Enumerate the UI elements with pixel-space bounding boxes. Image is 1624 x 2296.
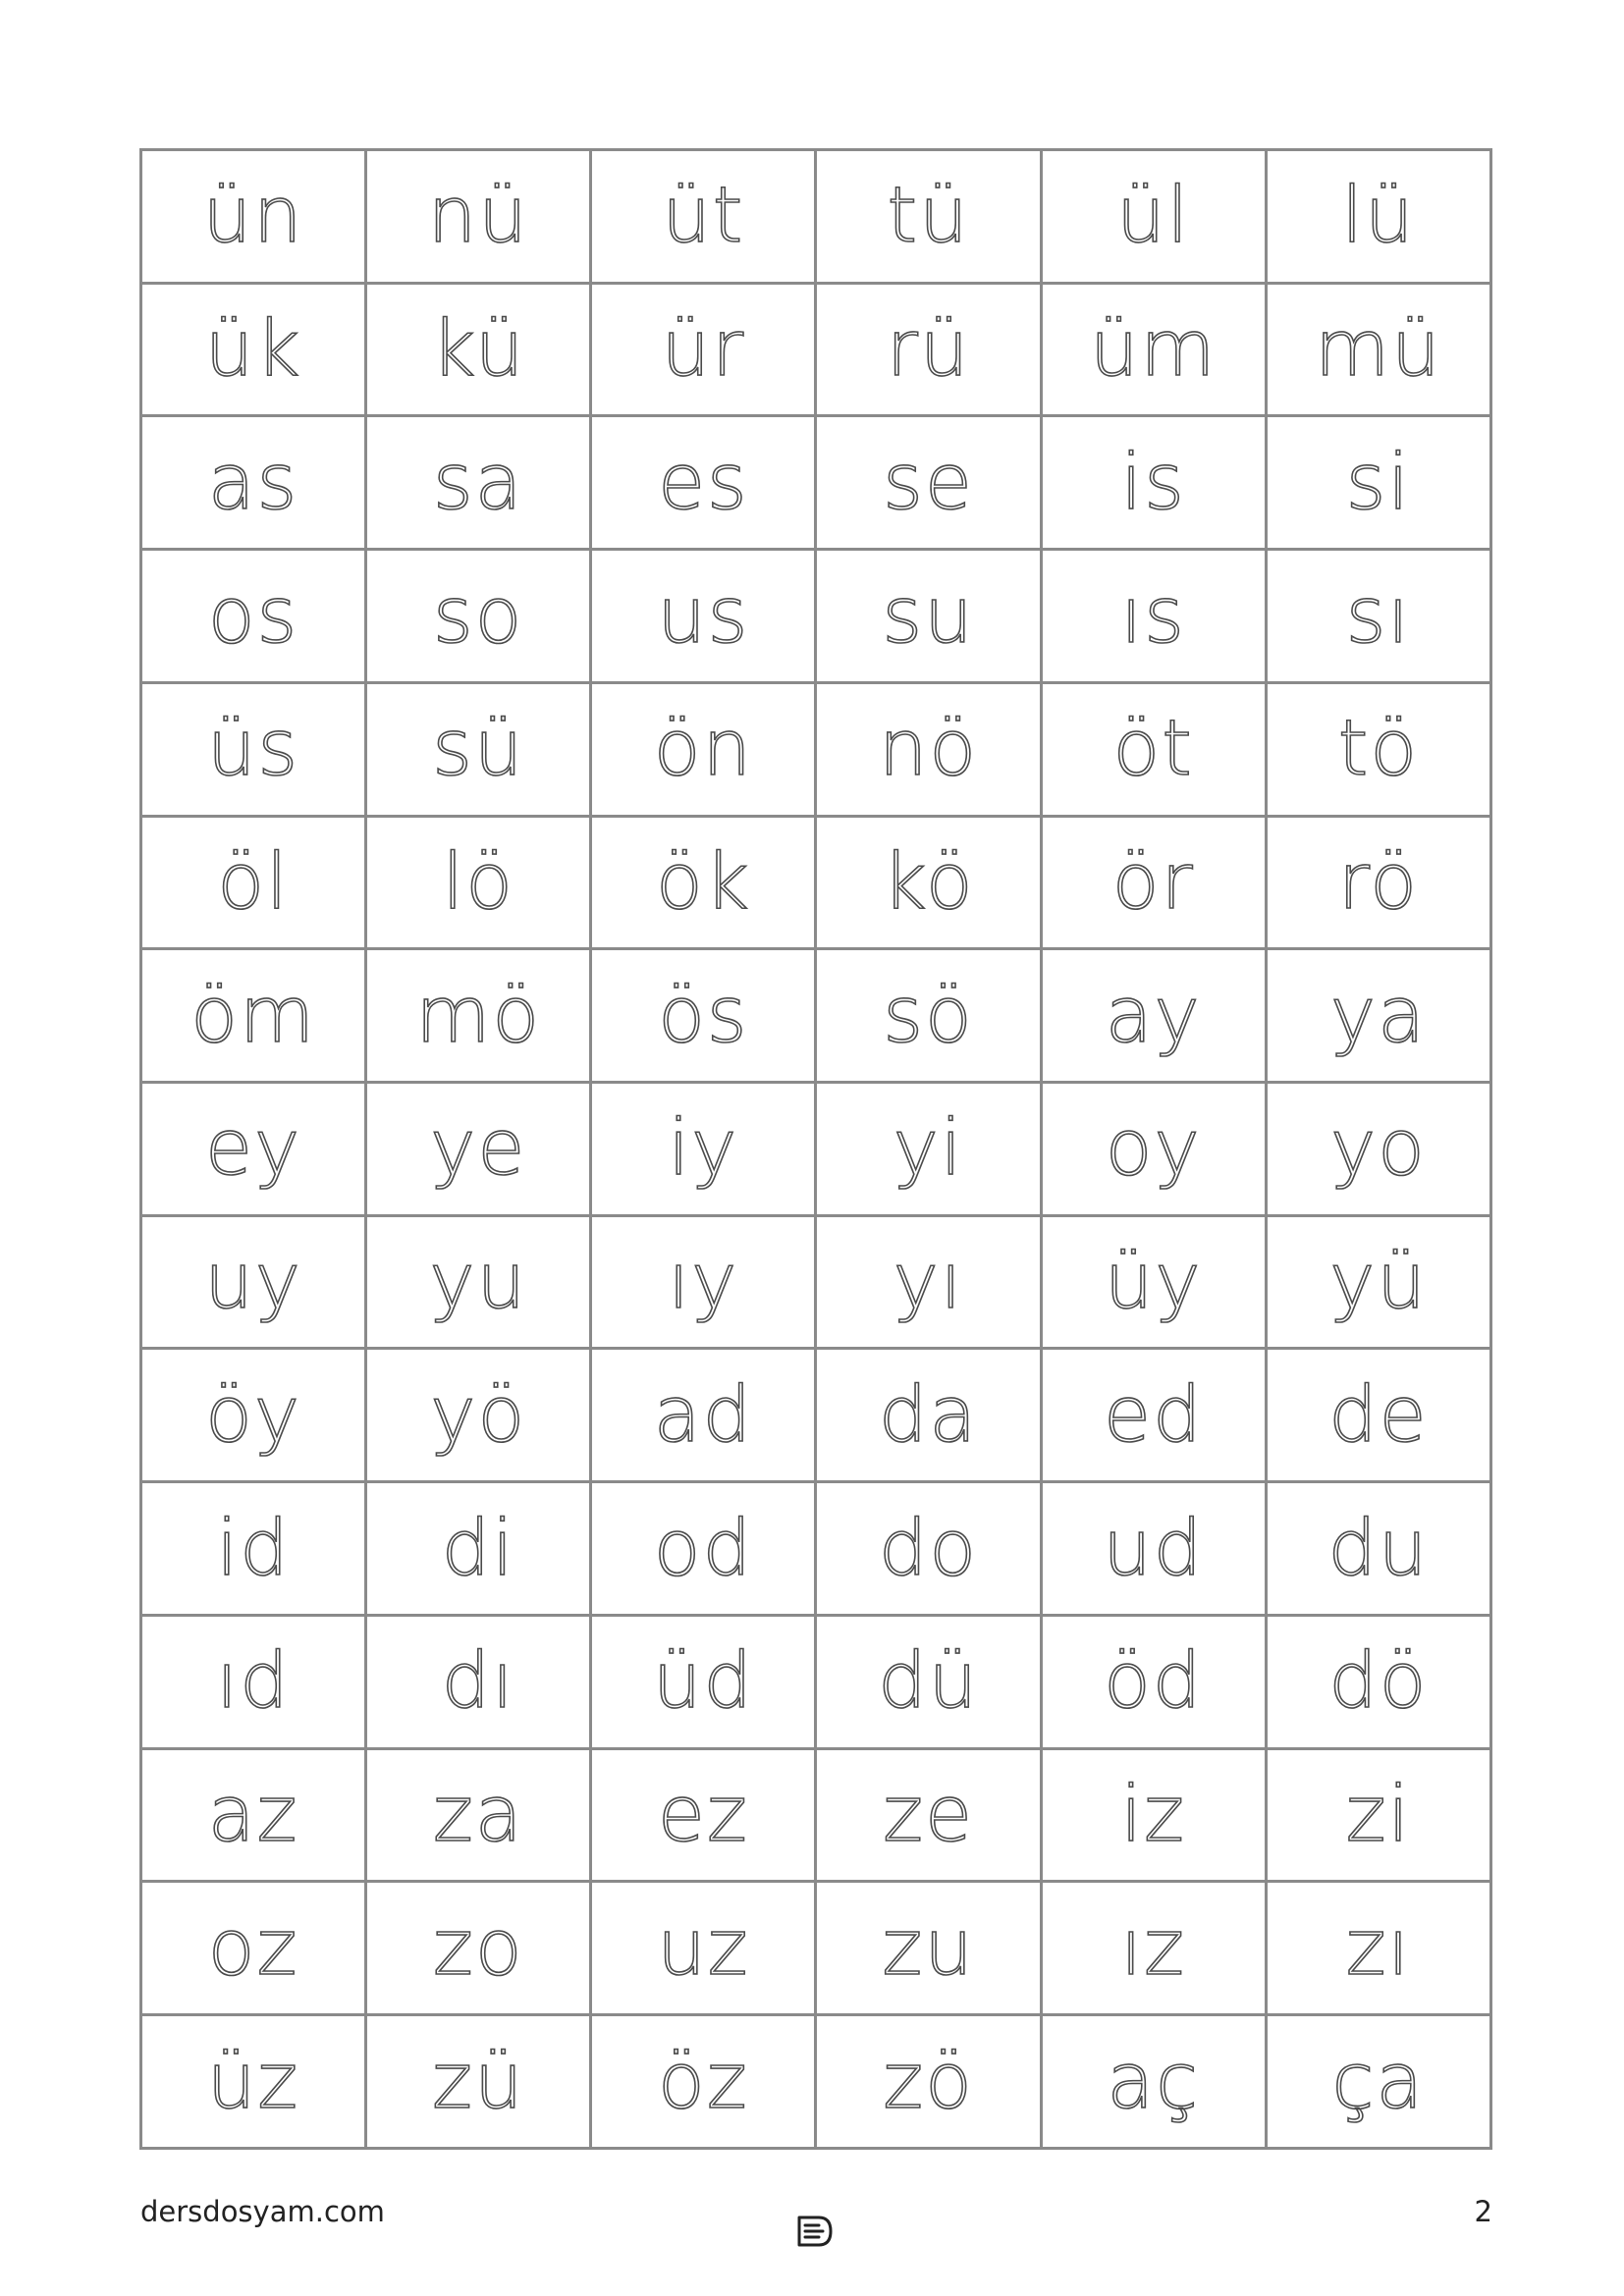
syllable-text: zü [432,2037,525,2126]
syllable-text: ük [204,305,302,395]
grid-cell [366,1882,591,2015]
grid-cell [1266,1083,1490,1216]
syllable-text: yö [430,1370,527,1460]
grid-cell [591,1615,816,1748]
syllable-text: sı [1345,571,1412,661]
syllable-text: aç [1107,2037,1201,2126]
syllable-text: da [878,1370,979,1460]
grid-row [141,1748,1491,1882]
syllable-text: ud [1103,1504,1205,1593]
grid-cell [1266,682,1490,816]
grid-cell [1041,1615,1266,1748]
grid-row [141,416,1491,550]
syllable-text: az [207,1770,299,1859]
grid-cell [816,1882,1041,2015]
grid-cell [1266,150,1490,284]
grid-cell [141,816,366,949]
grid-cell [816,1615,1041,1748]
syllable-text: di [441,1504,515,1593]
grid-cell [591,283,816,416]
grid-cell [816,949,1041,1083]
grid-cell [366,550,591,683]
grid-cell [366,2015,591,2149]
syllable-text: ad [653,1370,754,1460]
grid-row [141,1882,1491,2015]
grid-cell [141,1215,366,1349]
grid-cell [141,1349,366,1482]
syllable-text: od [653,1504,753,1593]
grid-cell [591,949,816,1083]
syllable-text: ay [1105,971,1202,1060]
grid-cell [816,816,1041,949]
syllable-text: yü [1329,1238,1428,1327]
grid-cell [1041,949,1266,1083]
syllable-text: öt [1112,705,1194,794]
syllable-text: oz [207,1903,299,1993]
syllable-text: öy [205,1370,302,1460]
syllable-text: uz [657,1903,750,1993]
grid-cell [591,1083,816,1216]
syllable-text: üs [207,705,300,794]
grid-cell [366,283,591,416]
grid-cell [1041,550,1266,683]
syllable-text: ya [1329,971,1427,1060]
grid-cell [1266,1882,1490,2015]
syllable-text: ön [653,705,753,794]
syllable-text: ey [205,1104,302,1194]
grid-cell [366,1748,591,1882]
grid-cell [1266,949,1490,1083]
syllable-text: ün [202,172,304,261]
syllable-text: lü [1341,172,1416,261]
grid-cell [141,1882,366,2015]
syllable-text: ıs [1120,571,1186,661]
syllable-text: yu [429,1238,528,1327]
grid-cell [1041,283,1266,416]
syllable-text: ül [1116,172,1191,261]
syllable-text: uy [204,1238,302,1327]
grid-row [141,550,1491,683]
syllable-text: si [1345,438,1412,527]
syllable-text: rü [886,305,971,395]
syllable-text: ız [1120,1903,1187,1993]
grid-row [141,1349,1491,1482]
syllable-text: üt [662,172,745,261]
grid-cell [816,416,1041,550]
syllable-text: za [432,1770,524,1859]
syllable-text: ür [661,305,746,395]
syllable-text: öm [190,971,316,1060]
syllable-text: üm [1089,305,1218,395]
syllable-text: öd [1104,1637,1204,1727]
syllable-text: us [657,571,750,661]
syllable-text: do [878,1504,979,1593]
syllable-text: ed [1103,1370,1204,1460]
grid-cell [1266,1615,1490,1748]
syllable-text: dü [878,1637,980,1727]
grid-cell [141,1482,366,1616]
grid-cell [1041,1349,1266,1482]
grid-cell [591,816,816,949]
grid-cell [366,416,591,550]
grid-cell [816,1083,1041,1216]
syllable-text: üy [1104,1238,1203,1327]
grid-body [141,150,1491,2149]
grid-cell [591,1349,816,1482]
grid-cell [1041,416,1266,550]
grid-cell [816,1482,1041,1616]
syllable-text: lö [442,837,514,927]
grid-cell [366,1615,591,1748]
grid-cell [591,150,816,284]
grid-cell [1266,1349,1490,1482]
grid-row [141,949,1491,1083]
syllable-text: ıy [668,1238,739,1327]
syllable-text: mö [415,971,542,1060]
grid-cell [141,416,366,550]
grid-cell [141,1083,366,1216]
syllable-text: ye [430,1104,527,1194]
syllable-text: iy [668,1104,739,1194]
grid-cell [816,2015,1041,2149]
syllable-text: os [207,571,299,661]
syllable-text: zı [1345,1903,1412,1993]
grid-cell [1266,416,1490,550]
grid-cell [1266,550,1490,683]
syllable-tracing-grid [139,148,1492,2150]
grid-cell [591,1482,816,1616]
grid-cell [1266,283,1490,416]
grid-cell [141,949,366,1083]
syllable-text: dö [1328,1637,1429,1727]
grid-cell [591,1882,816,2015]
syllable-text: öl [217,837,290,927]
syllable-text: ök [655,837,751,927]
grid-cell [141,1615,366,1748]
grid-cell [366,1215,591,1349]
syllable-text: ze [883,1770,975,1859]
grid-cell [816,1349,1041,1482]
grid-row [141,682,1491,816]
grid-cell [1041,2015,1266,2149]
grid-cell [816,1748,1041,1882]
grid-cell [366,1083,591,1216]
grid-cell [366,949,591,1083]
grid-cell [1041,682,1266,816]
grid-cell [1266,1482,1490,1616]
syllable-text: du [1327,1504,1430,1593]
syllable-text: üz [206,2037,300,2126]
syllable-text: yı [893,1238,964,1327]
syllable-text: zi [1345,1770,1412,1859]
syllable-text: su [882,571,975,661]
grid-row [141,150,1491,284]
grid-cell [141,682,366,816]
grid-cell [591,1748,816,1882]
syllable-text: sö [883,971,974,1060]
syllable-text: se [883,438,974,527]
syllable-text: is [1120,438,1186,527]
syllable-text: de [1328,1370,1429,1460]
page-number: 2 [1474,2195,1492,2228]
grid-row [141,1615,1491,1748]
grid-cell [1266,816,1490,949]
grid-cell [1041,150,1266,284]
syllable-text: oy [1105,1104,1202,1194]
grid-cell [816,1215,1041,1349]
syllable-text: id [216,1504,291,1593]
syllable-text: ça [1331,2037,1426,2126]
grid-cell [366,816,591,949]
grid-cell [1041,1882,1266,2015]
grid-cell [1041,816,1266,949]
grid-cell [1266,2015,1490,2149]
grid-row [141,1083,1491,1216]
grid-cell [366,1482,591,1616]
syllable-text: zö [883,2037,974,2126]
grid-cell [816,283,1041,416]
syllable-text: as [207,438,299,527]
syllable-text: tü [887,172,970,261]
grid-cell [591,2015,816,2149]
syllable-text: nü [427,172,529,261]
grid-cell [141,550,366,683]
grid-row [141,283,1491,416]
syllable-text: yo [1329,1104,1427,1194]
grid-cell [1041,1215,1266,1349]
grid-row [141,816,1491,949]
grid-row [141,2015,1491,2149]
syllable-text: rö [1337,837,1419,927]
grid-cell [1266,1748,1490,1882]
grid-cell [591,682,816,816]
syllable-text: sa [433,438,524,527]
syllable-text: iz [1120,1770,1187,1859]
syllable-text: tö [1337,705,1420,794]
grid-cell [816,150,1041,284]
syllable-text: yi [893,1104,964,1194]
grid-row [141,1482,1491,1616]
grid-cell [1041,1482,1266,1616]
grid-cell [591,416,816,550]
grid-cell [366,682,591,816]
grid-cell [1041,1083,1266,1216]
syllable-text: kü [431,305,526,395]
grid-cell [141,2015,366,2149]
grid-cell [1266,1215,1490,1349]
grid-cell [591,1215,816,1349]
syllable-text: es [658,438,749,527]
syllable-text: ör [1111,837,1195,927]
syllable-text: ıd [216,1637,291,1727]
grid-cell [591,550,816,683]
grid-cell [141,150,366,284]
syllable-text: dı [441,1637,515,1727]
grid-cell [366,1349,591,1482]
syllable-text: nö [878,705,979,794]
syllable-text: mü [1315,305,1442,395]
grid-cell [816,682,1041,816]
syllable-text: so [433,571,524,661]
syllable-text: sü [432,705,525,794]
grid-cell [141,283,366,416]
grid-cell [1041,1748,1266,1882]
syllable-text: ös [658,971,749,1060]
syllable-text: kö [882,837,975,927]
grid-cell [366,150,591,284]
grid-row [141,1215,1491,1349]
syllable-text: üd [652,1637,754,1727]
syllable-text: zu [882,1903,975,1993]
grid-cell [141,1748,366,1882]
syllable-text: ez [657,1770,749,1859]
document-lines-icon [793,2212,837,2251]
footer-site-name: dersdosyam.com [140,2195,385,2228]
syllable-text: zo [432,1903,524,1993]
syllable-text: öz [658,2037,749,2126]
grid-cell [816,550,1041,683]
